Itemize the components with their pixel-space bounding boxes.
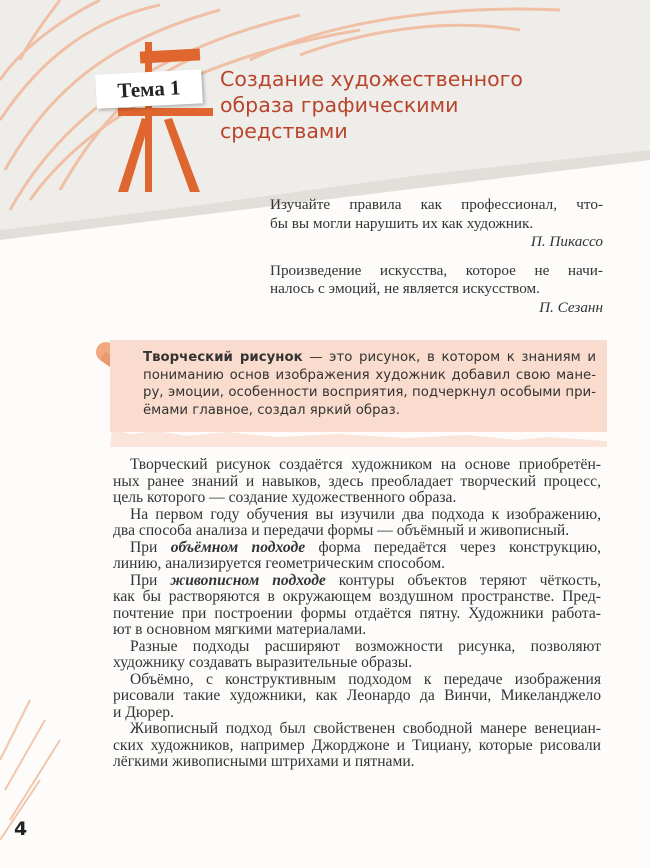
definition-line: ёмами главное, создал яркий образ.: [143, 402, 400, 418]
title-line: образа графическими: [220, 93, 459, 117]
definition-line: пониманию основ изображения художник добавил свою мане-: [143, 367, 596, 383]
body-line: почтение при построении формы отдаётся пятну. Художники работа-: [113, 604, 601, 622]
epigraph-line: Изучайте правила как профессионал, что-: [270, 196, 603, 213]
epigraph: [270, 196, 603, 252]
epigraph-author: П. Пикассо: [530, 233, 603, 250]
page-number: 4: [14, 818, 28, 840]
title-line: средствами: [220, 119, 348, 143]
body-line: как бы растворяются в окружающем воздушном пространстве. Пред-: [113, 588, 601, 605]
text: При: [130, 538, 171, 556]
epigraph-line: налось с эмоций, не является искусством.: [270, 280, 540, 297]
page-title: [220, 66, 523, 144]
definition-line: [143, 349, 596, 367]
title-line: Создание художественного: [220, 67, 523, 91]
text: контуры объектов теряют чёткость,: [325, 571, 601, 589]
body-line: ных ранее знаний и навыков, здесь преобладает творческий процесс,: [113, 472, 601, 490]
body-line: художнику создавать выразительные образы.: [113, 654, 413, 671]
definition-rest: — это рисунок, в котором к знаниям и: [302, 350, 596, 365]
body-line: Объёмно, с конструктивным подходом к передаче изображения: [130, 670, 601, 688]
body-line: Разные подходы расширяют возможности рисунка, позволяют: [130, 637, 601, 655]
body-line: линию, анализируется геометрическим способом.: [113, 555, 445, 572]
text: форма передаётся через конструкцию,: [305, 538, 601, 556]
body-line: ских художников, например Джорджоне и Тициану, которые рисовали: [113, 736, 601, 754]
epigraph: [270, 262, 603, 318]
body-line: рисовали такие художники, как Леонардо да Винчи, Микеланджело: [113, 687, 601, 704]
definition-line: ру, эмоции, особенности восприятия, подчеркнул особыми при-: [143, 385, 596, 400]
epigraph-author: П. Сезанн: [539, 298, 603, 316]
topic-label: Тема 1: [95, 69, 203, 109]
body-line: лёгкими живописными штрихами и пятнами.: [113, 753, 415, 770]
body-line: На первом году обучения вы изучили два подхода к изображению,: [130, 505, 601, 523]
body-text: [113, 457, 601, 771]
epigraph-line: Произведение искусства, которое не начи-: [270, 261, 603, 279]
body-line: Живописный подход был свойственен свободной манере венециан-: [130, 720, 601, 737]
body-line: Творческий рисунок создаётся художником на основе приобретён-: [130, 456, 601, 473]
epigraph-line: бы вы могли нарушить их как художник.: [270, 214, 534, 232]
epigraphs: [270, 196, 603, 327]
body-line: два способа анализа и передачи формы — объёмный и живописный.: [113, 522, 570, 539]
body-line: [113, 540, 601, 557]
text: При: [130, 571, 171, 589]
emphasis-term: объёмном подходе: [170, 538, 306, 556]
body-line: цель которого — создание художественного образа.: [113, 489, 457, 506]
definition-term: Творческий рисунок: [143, 350, 303, 365]
definition-text: [143, 349, 596, 419]
body-line: и Дюрер.: [113, 703, 174, 721]
emphasis-term: живописном подходе: [170, 571, 326, 589]
body-line: [113, 573, 601, 590]
body-line: ют в основном мягкими материалами.: [113, 621, 367, 638]
